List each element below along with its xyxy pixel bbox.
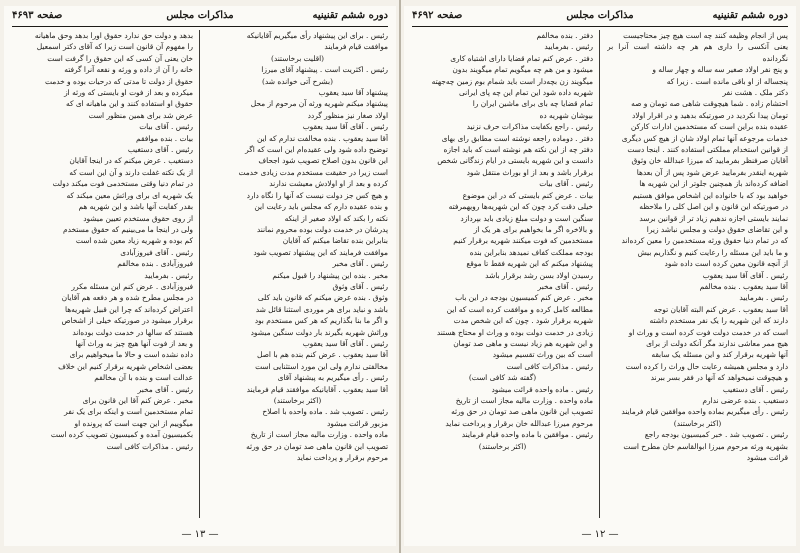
right-page-header-rule bbox=[412, 26, 788, 27]
text-line: (اکثر برخاستند) bbox=[673, 418, 722, 428]
text-line: کرده و بعد از او اولادش معیشت ندارند bbox=[269, 179, 388, 189]
text-line: نمایند بایستی اجازه ندهیم زیاد تر از قوانین برسد bbox=[639, 213, 788, 223]
text-line: فیروزآبادی . بنده مخالفم bbox=[117, 259, 193, 269]
text-line: در مجلس مطرح شده و هر دفعه هم آقایان bbox=[61, 293, 193, 303]
text-line: رئیس . آقای بیات bbox=[139, 122, 193, 132]
text-line: دستغیب . بنده عرضی ندارم bbox=[702, 396, 788, 405]
text-line: اولاد صغار نیز منظور گردد bbox=[307, 110, 388, 120]
text-line: میگویند زن بچه‌دار است باید شمام بوم زمین چه‌جهته bbox=[431, 76, 593, 86]
text-line: رئیس . آقای مخبر bbox=[332, 259, 388, 269]
text-line: دفتر چه از این نکته هم نوشته است که باید اجازه bbox=[443, 145, 593, 155]
text-line: شهریه داده شود این تمام این چه پای ایرانی bbox=[458, 88, 593, 98]
right-page-column-right bbox=[607, 30, 788, 518]
text-line: رئیس . برای این پیشنهاد رأی میگیریم آقایانیکه bbox=[246, 31, 388, 40]
text-line: رئیس . آقای دستغیب bbox=[127, 145, 193, 155]
text-line: فیروزآبادی . عرض کنم این مسئله مکرر bbox=[71, 281, 193, 291]
text-line: رئیس . بفرمایید bbox=[144, 270, 193, 280]
text-line: یک شهریه ای برای وراثش معین میکند که bbox=[66, 190, 193, 200]
text-line: رئیس . آقای بیات bbox=[539, 179, 593, 189]
text-line: رئیس . اکثریت است . پیشنهاد آقای میرزا bbox=[261, 65, 388, 75]
text-line: میشود و من هم چه میگویم تمام میگویند بدون bbox=[452, 65, 593, 75]
text-line: میگوییم از این جهت است که پرونده او bbox=[74, 418, 193, 428]
text-line: یعنی آنکسی را داری هم هر چه داشته است آنرا بر نگردانده bbox=[607, 42, 788, 63]
left-page-column-divider bbox=[199, 30, 200, 518]
text-line: و هیچوقت نمیخواهد که آنها در فقر بسر ببرند bbox=[650, 373, 788, 383]
text-line: و بالاخره اگر ما بخواهیم برای هر یک از bbox=[473, 224, 593, 234]
text-line: از یک نکته غفلت دارند و آن این است که bbox=[69, 167, 193, 177]
text-line: آقا سید یعقوب . عرض کنم بنده هم با اصل bbox=[257, 350, 388, 360]
text-line: تمام مستخدمین است و اینکه برای یک نفر bbox=[64, 407, 193, 417]
text-line: دارند که این شهریه را یک نفر مستخدم داشته bbox=[649, 316, 788, 326]
left-page-column-left bbox=[12, 30, 193, 518]
text-line: بنابراین بنده تقاضا میکنم که آقایان bbox=[282, 236, 388, 246]
text-line: ماده واحده . وزارت مالیه مجاز است از تاریخ bbox=[455, 396, 593, 405]
left-page-header-rule bbox=[12, 26, 388, 27]
text-line: خیلی دقت کرد چون که این شهریه‌ها رویهمرفته bbox=[448, 202, 593, 212]
text-line: زیادی در خدمت دولت بوده و وراث او محتاج هستند bbox=[436, 327, 593, 337]
left-page bbox=[4, 6, 396, 546]
text-line: رئیس . آقای دستغیب bbox=[722, 384, 788, 394]
text-line: ماده واحده . وزارت مالیه مجاز است از تاریخ bbox=[250, 430, 388, 440]
right-page-footer-number: — ۱۲ — bbox=[581, 529, 619, 540]
text-line: بکمیسیون آمده و کمیسیون تصویب کرده است bbox=[50, 430, 193, 440]
text-line: پس از انجام وظیفه کنند چه است هیچ چیز محتاجیست bbox=[623, 31, 788, 40]
text-line: بقدر کفایت آنها باشد و این شهریه هم bbox=[78, 202, 193, 212]
text-line: برقرار باشد و بعد از او بوراث منتقل شود bbox=[466, 167, 593, 177]
text-line: این قانون بدون اصلاح تصویب شود اجحاف bbox=[258, 156, 388, 166]
text-line: هیچ ممر معاشی ندارند مگر آنکه دولت از برای bbox=[646, 338, 788, 348]
text-line: رئیس . آقای آقا سید یعقوب bbox=[302, 122, 388, 132]
text-line: تصویب این قانون ماهی صد تومان در حق ورثه bbox=[246, 441, 388, 451]
text-line: آقا سید یعقوب . عرض کنم البته آقایان توجه bbox=[653, 304, 788, 314]
text-line: خواهید بود که با خانواده این اشخاص موافق هستیم bbox=[632, 190, 788, 200]
text-line: رئیس . آقای وثوق bbox=[332, 281, 388, 291]
text-line: را مفهوم آن قانون است زیرا که آقای دکتر اسمعیل bbox=[36, 42, 193, 52]
text-line: رئیس . موافقین با ماده واحده قیام فرمایند bbox=[461, 430, 593, 440]
text-line: آقا سید یعقوب . بنده مخالفم bbox=[699, 281, 788, 291]
text-line: بعضی اشخاص شهریه برقرار کنیم این خلاف bbox=[58, 361, 193, 371]
left-page-header bbox=[12, 10, 388, 26]
text-line: دانست و این شهریه بایستی در ایام زندگانی شخص bbox=[437, 156, 593, 166]
text-line: رسیدن اولاد بسن رشد برقرار باشد bbox=[485, 270, 593, 280]
text-line: موافقت فرمایند که این پیشنهاد تصویب شود bbox=[253, 247, 388, 257]
text-line: تمام قضایا چه بای برای ماشین ایران را bbox=[472, 99, 593, 109]
text-line: سنگین است و دولت مبلغ زیادی باید بپردازد bbox=[460, 213, 593, 223]
text-line: باشد و نباید برای هر موردی استثنا قائل شد bbox=[255, 304, 388, 314]
text-line: کم بوده و شهریه زیاد معین شده است bbox=[75, 236, 193, 246]
text-line: برقرار میشود در صورتیکه خیلی از اشخاص bbox=[61, 316, 193, 326]
text-line: رئیس . تصویب شد . خبر کمیسیون بودجه راجع bbox=[644, 430, 788, 440]
text-line: مخبر . عرض کنم آقا این قانون برای bbox=[82, 396, 193, 405]
text-line: آقایان صرفنظر بفرمایید که میرزا عبدالله خان وثوق bbox=[631, 156, 788, 166]
text-line: و این تقاضای حقوق دولت و مجلس نباشد زیرا bbox=[646, 224, 788, 234]
text-line: رئیس . آقای آقا سید یعقوب bbox=[302, 338, 388, 348]
text-line: دکتر ملک . هشت نفر bbox=[722, 88, 788, 98]
text-line: خدمات مرجوعه آنها تمام اولاد شان از هیچ کس دیگری bbox=[621, 133, 788, 143]
text-line: پنجساله از او باقی مانده است . زیرا که bbox=[666, 76, 788, 86]
text-line: پیشنهاد آقا سید یعقوب bbox=[318, 88, 388, 98]
text-line: (اقلیت برخاستند) bbox=[270, 53, 325, 63]
left-page-journal-title: مذاکرات مجلس bbox=[166, 10, 234, 21]
text-line: و پنج نفر اولاد صغیر سه ساله و چهار ساله و bbox=[652, 65, 788, 75]
text-line: (بشرح آتی خوانده شد) bbox=[262, 76, 333, 86]
text-line: رئیس . ماده واحده قرائت میشود bbox=[491, 384, 593, 394]
text-line: نکته را بکند که اولاد صغیر از اینکه bbox=[284, 213, 388, 223]
text-line: بدهد و دولت حق ندارد حقوق اورا بدهد وحق ماهیانه bbox=[34, 31, 193, 40]
text-line: که در تمام دنیا حقوق ورثه مستخدمین را معین کرده‌اند bbox=[621, 236, 788, 246]
text-line: و اگر ما بنا بگذاریم که هر کس مستخدم بود bbox=[254, 316, 388, 326]
text-line: و ما باید این مسئله را رعایت کنیم و نگذاریم بیش bbox=[637, 247, 788, 257]
text-line: رئیس . آقای آقا سید یعقوب bbox=[702, 270, 788, 280]
text-line: تصویب این قانون ماهی صد تومان در حق ورثه bbox=[451, 407, 593, 417]
right-page-header bbox=[412, 10, 788, 26]
right-page bbox=[404, 6, 796, 546]
text-line: وراثش شهریه بگیرند بار دولت سنگین میشود bbox=[250, 327, 388, 337]
right-page-column-divider bbox=[599, 30, 600, 518]
text-line: احتشام زاده . شما هیچوقت شاهی صه تومان و صه bbox=[631, 99, 788, 109]
text-line: بودجه مملکت کفاف نمیدهد بنابراین بنده bbox=[469, 247, 593, 257]
text-line: مرحوم میرزا عبدالله خان برقرار و پرداخت نماید bbox=[445, 418, 593, 428]
text-line: از قوانین استخدام مملکتی استفاده کنند . اینجا دست bbox=[627, 145, 788, 155]
text-line: مخبر . بنده این پیشنهاد را قبول میکنم bbox=[272, 270, 388, 280]
text-line: بشهریه ورثه مرحوم میرزا ابوالقاسم خان مطرح است bbox=[623, 441, 788, 451]
text-line: موافقت قیام فرمایند bbox=[324, 42, 388, 52]
text-line: از روی حقوق مستخدم تعیین میشود bbox=[83, 213, 193, 223]
text-line: قرائت میشود bbox=[746, 453, 788, 463]
text-line: مرحوم برقرار و پرداخت نماید bbox=[296, 453, 388, 463]
text-line: پدرشان در خدمت دولت بوده محروم نمانند bbox=[256, 224, 388, 234]
text-line: عقیده بنده براین است که مستخدمین ادارات کارکن bbox=[630, 122, 788, 132]
text-line: دفتر . عرض کنم تمام قضایا دارای اشتباه کاری bbox=[450, 53, 593, 63]
text-line: رئیس . آقای فیروزآبادی bbox=[120, 247, 193, 257]
text-line: آقا سید یعقوب . آقایانیکه موافقند قیام فرمایند bbox=[246, 384, 388, 394]
text-line: است که در خدمت دولت فوت کرده است و وراث او bbox=[628, 327, 788, 337]
text-line: مطالعه کامل کرده و موافقت کرده است که این bbox=[446, 304, 593, 314]
right-page-column-left bbox=[412, 30, 593, 518]
text-line: و بعد از فوت آنها هیچ چیز به وراث آنها bbox=[75, 338, 193, 348]
text-line: است که بین وراث تقسیم میشود bbox=[492, 350, 593, 360]
text-line: مخبر . عرض کنم کمیسیون بودجه در این باب bbox=[455, 293, 593, 303]
text-line: (اکثر برخاستند) bbox=[478, 441, 527, 451]
text-line: اضافه کرده‌اند باز همچنین جلوتر از این شهریه ها bbox=[639, 179, 788, 189]
text-line: حقوق او استفاده کنند و این ماهیانه ای که bbox=[66, 99, 193, 109]
text-line: دفتر . بنده مخالفم bbox=[536, 31, 593, 40]
text-line: در صورتیکه این قانون و این اصل کلی را ملاحظه bbox=[639, 202, 788, 212]
text-line: عدالت است و بنده با آن مخالفم bbox=[94, 373, 193, 383]
text-line: رئیس . بفرمایید bbox=[739, 293, 788, 303]
right-page-running-title: دوره ششم تقنینیه bbox=[712, 10, 788, 21]
book-gutter bbox=[399, 0, 401, 553]
text-line: آنها شهریه برقرار کند و این مسئله یک سابقه bbox=[651, 350, 788, 360]
text-line: (گفته شد کافی است) bbox=[468, 373, 537, 383]
text-line: دفتر . دوماده راجعه نوشته است مطابق رای بهای bbox=[441, 133, 593, 143]
text-line: شهریه اینقدر بفرمایید عرض شود پس از آن بعدها bbox=[636, 167, 788, 177]
text-line: است زیرا در حقیقت مستخدم مدت زیادی خدمت bbox=[238, 167, 388, 177]
text-line: حقوق از دولت تا مدتی که درحیات بوده و خدمت bbox=[45, 76, 193, 86]
text-line: رئیس . رأی میگیریم بماده واحده موافقین قیام فرمایند bbox=[621, 407, 788, 417]
text-line: خان یعنی آن کسی که این حقوق را گرفت است bbox=[47, 53, 193, 63]
text-line: رئیس . راجع بکفایت مذاکرات حرف نزنید bbox=[466, 122, 593, 132]
text-line: عرض شد برای همین منظور است bbox=[88, 110, 193, 120]
text-line: داده نشده است و حالا ما میخواهیم برای bbox=[69, 350, 193, 360]
text-line: توضیح داده شود ولی عقیده‌ام این است که اگر bbox=[245, 145, 388, 155]
text-line: بیوشان شهریه ده bbox=[539, 110, 593, 120]
text-line: ولی در اینجا ما می‌بینیم که حقوق مستخدم bbox=[63, 224, 193, 234]
text-line: دستغیب . عرض میکنم که در اینجا آقایان bbox=[69, 156, 193, 166]
text-line: بیات . عرض کنم بایستی که در این موضوع bbox=[462, 190, 593, 200]
left-page-footer-number: — ۱۳ — bbox=[181, 529, 219, 540]
text-line: (اکثر برخاستند) bbox=[273, 396, 322, 405]
left-page-number-label: صفحه ۴۶۹۳ bbox=[12, 10, 63, 21]
text-line: دارد و مجلس همیشه رعایت حال وراث را کرده است bbox=[625, 361, 788, 371]
text-line: رئیس . مذاکرات کافی است bbox=[506, 361, 593, 371]
text-line: رئیس . مذاکرات کافی است bbox=[106, 441, 193, 451]
text-line: رئیس . رأی میگیریم به پیشنهاد آقای bbox=[277, 373, 388, 383]
text-line: از آنچه قانون معین کرده است داده شود bbox=[664, 259, 788, 269]
text-line: بیات . بنده موافقم bbox=[136, 133, 193, 143]
text-line: مزبور قرائت میشود bbox=[326, 418, 388, 428]
text-line: خانه را آن از داده و ورثه و نفعه آنرا گرفته bbox=[64, 65, 193, 75]
left-page-column-right bbox=[207, 30, 388, 518]
right-page-number-label: صفحه ۴۶۹۲ bbox=[412, 10, 463, 21]
text-line: پیشنهاد میکنم شهریه ورثه آن مرحوم از محل bbox=[250, 99, 388, 109]
text-line: رئیس . آقای مخبر bbox=[537, 281, 593, 291]
text-line: و بنده عقیده دارم که مجلس باید رعایت این bbox=[254, 202, 388, 212]
text-line: اعتراض کرده‌اند که چرا این قبیل شهریه‌ها bbox=[65, 304, 193, 314]
text-line: شهریه برقرار شود . چون که این شخص مدت bbox=[453, 316, 593, 326]
text-line: پیشنهاد میکنم که این شهریه فقط تا موقع bbox=[466, 259, 593, 269]
text-line: رئیس . تصویب شد . ماده واحده با اصلاح bbox=[262, 407, 388, 417]
text-line: تومان پیدا نکردید در صورتیکه بدهید و در اقرار اولاد bbox=[632, 110, 788, 120]
text-line: آقا سید یعقوب . بنده مخالفت ندارم که این bbox=[256, 133, 388, 143]
right-page-journal-title: مذاکرات مجلس bbox=[566, 10, 634, 21]
text-line: وثوق . بنده عرض میکنم که قانون باید کلی bbox=[257, 293, 388, 303]
text-line: مخالفتی ندارم ولی این مورد استثنایی است bbox=[255, 361, 388, 371]
text-line: رئیس . آقای مخبر bbox=[137, 384, 193, 394]
text-line: مستخدمین که فوت میکنند شهریه برقرار کنیم bbox=[453, 236, 593, 246]
text-line: هستند که سالها در خدمت دولت بوده‌اند bbox=[72, 327, 193, 337]
text-line: و هیچ کس جز دولت نیست که آنها را نگاه دارد bbox=[246, 190, 388, 200]
text-line: و این شهریه هم زیاد نیست و ماهی صد تومان bbox=[453, 338, 593, 348]
text-line: رئیس . بفرمایید bbox=[544, 42, 593, 52]
text-line: در تمام دنیا وقتی مستخدمی فوت میکند دولت bbox=[52, 179, 193, 189]
text-line: میکرده و بعد از فوت او بایستی که ورثه از bbox=[64, 88, 193, 98]
left-page-running-title: دوره ششم تقنینیه bbox=[312, 10, 388, 21]
